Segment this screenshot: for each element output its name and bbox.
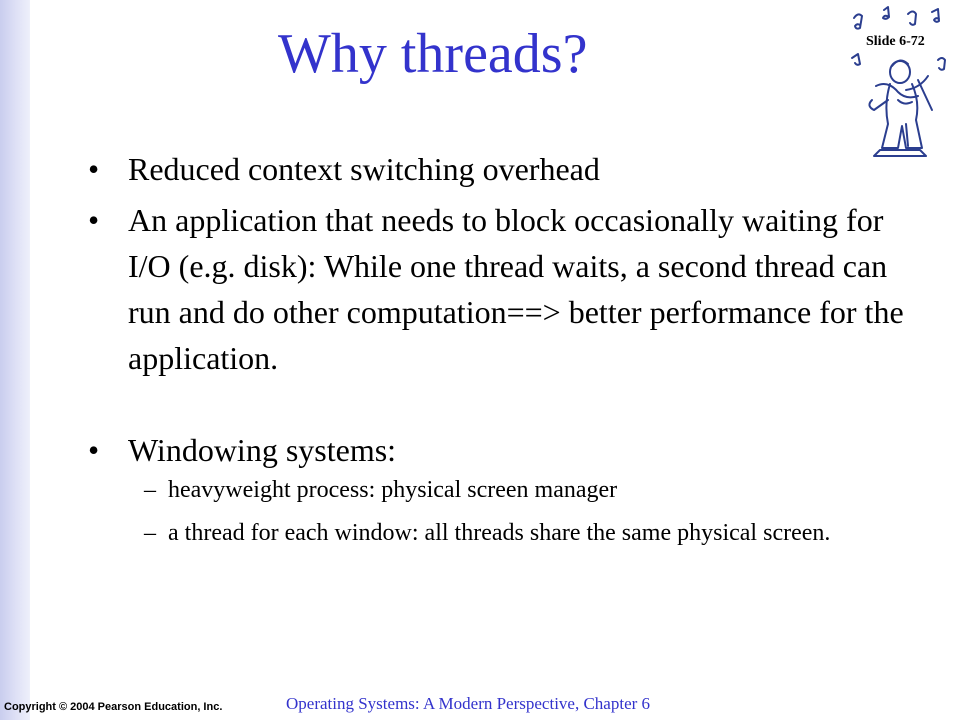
sub-bullet-text: a thread for each window: all threads share the same physical screen.: [168, 520, 831, 546]
sub-bullet-glyph: –: [144, 477, 156, 503]
slide-number: Slide 6-72: [866, 34, 925, 49]
bullet-glyph: •: [88, 151, 100, 187]
bullet-item: [88, 427, 908, 473]
sub-bullet-item: [88, 473, 908, 507]
side-bar: [0, 0, 30, 720]
bullet-list: [88, 146, 908, 550]
musician-clipart-icon: [846, 4, 950, 160]
bullet-text: An application that needs to block occasionally waiting for I/O (e.g. disk): While one thread waits, a second thread can run and do other computation==> better performance for the application.: [128, 202, 904, 376]
footer-book-title: Operating Systems: A Modern Perspective, Chapter 6: [286, 694, 651, 713]
bullet-text: Reduced context switching overhead: [128, 151, 600, 187]
copyright-notice: Copyright © 2004 Pearson Education, Inc.: [4, 701, 223, 713]
bullet-glyph: •: [88, 202, 100, 238]
sub-bullet-item: [88, 516, 908, 550]
bullet-item: [88, 146, 908, 192]
bullet-text: Windowing systems:: [128, 432, 397, 468]
sub-bullet-glyph: –: [144, 520, 156, 546]
bullet-glyph: •: [88, 432, 100, 468]
slide-title: Why threads?: [278, 23, 588, 85]
sub-bullet-text: heavyweight process: physical screen manager: [168, 477, 618, 503]
bullet-item: [88, 197, 908, 381]
